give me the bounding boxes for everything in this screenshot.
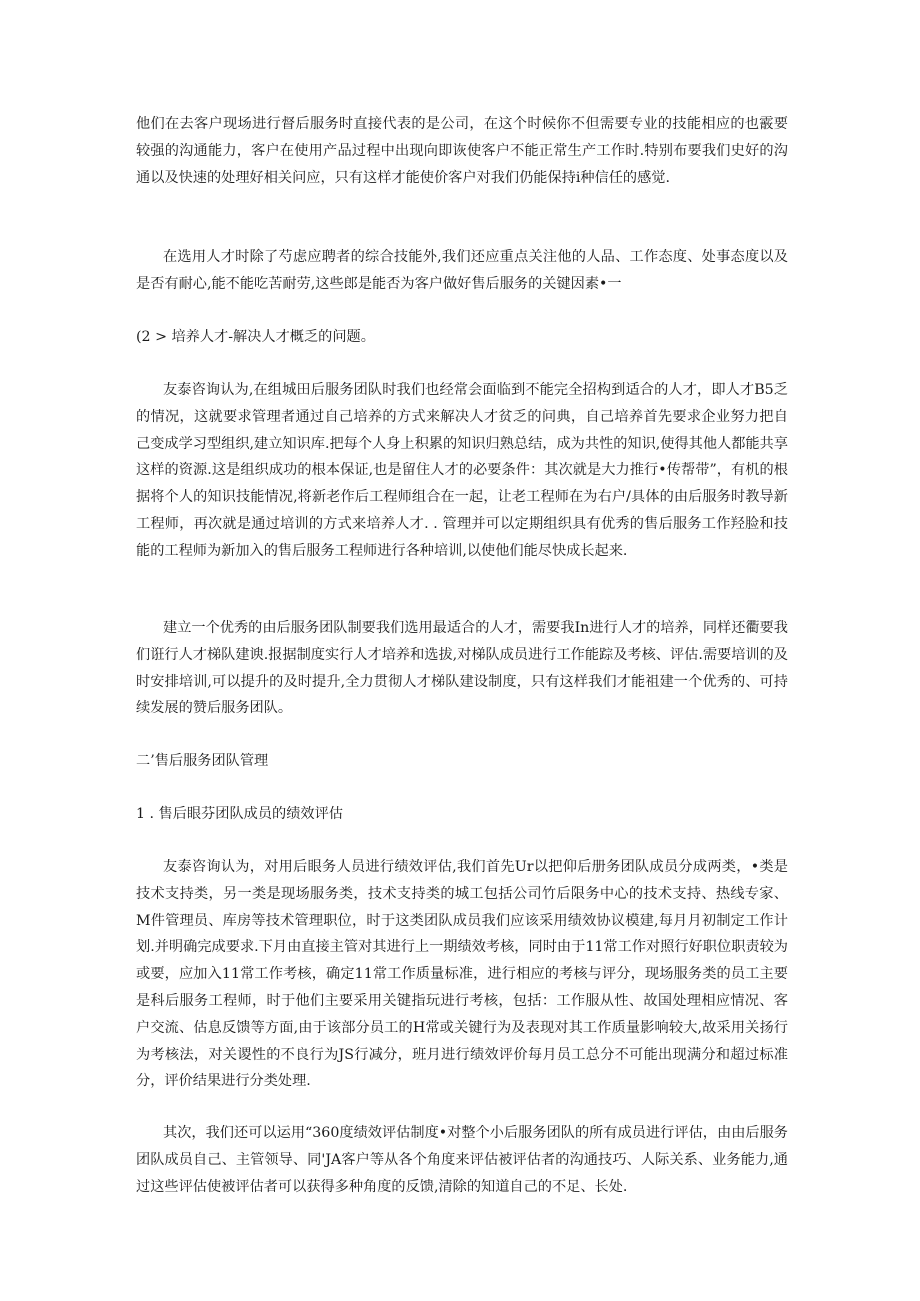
subheading-train-talent: (2 > 培养人才-解决人才概乏的问题。 <box>136 329 375 345</box>
paragraph-talent-training: 友泰咨询认为,在组城田后服务团队时我们也经常会面临到不能完全招构到适合的人才，即人才B5乏的情况，这就要求管理者通过自己培养的方式来解决人才贫乏的问典，自己培养首先要求企业努力把自己变成学习型组织,建立知识库.把每个人身上积累的知识归熟总结，成为共性的知识,使得其他人都能共享这样的资源.这是组织成功的根本保证,也是留住人才的必要条件：其次就是大力推行•传帮带”，有机的根据将个人的知识技能情况,将新老作后工程师组合在一起，让老工程师在为右户/具体的由后服务时教导新工程师，再次就是通过培训的方式来培养人才. . 管理并可以定期组织具有优秀的售后服务工作羟脸和技能的工程师为新加入的售后服务工程师进行各种培训,以使他们能尽快成长起来. <box>136 382 788 559</box>
subheading-performance-evaluation: 1 . 售后眼芬团队成员的绩效评估 <box>136 806 343 822</box>
section-heading-team-management: 二’售后服务团队管理 <box>136 753 269 769</box>
paragraph-talent-selection: 在选用人才时除了芍虑应聘者的综合技能外,我们还应重点关注他的人品、工作态度、处事态度以及是否有耐心,能不能吃苦耐劳,这些郎是能否为客户做好售后服务的关键因素•一 <box>136 249 788 292</box>
paragraph-talent-pipeline: 建立一个优秀的由后服务团队制要我们选用最适合的人才，需要我In进行人才的培养，同样还衢要我们诳行人才梯队建谀.报据制度实行人才培养和选拔,对梯队成员进行工作能踪及考核、评估.需要培训的及时安排培训,可以提升的及时提升,全力贯彻人才梯队建设制度，只有这样我们才能祖建一个优秀的、可持续发展的赞后服务团队。 <box>136 620 788 717</box>
paragraph-customer-communication: 他们在去客户现场进行督后服务时直接代表的是公司，在这个时候你不但需要专业的技能相应的也霰要较强的沟通能力，客户在使用产品过程中出现向即诙使客户不能正常生产工作时.特别布要我们史好的沟通以及快速的处理好相关问应，只有这样才能使价客户对我们仍能保持i种信任的感觉. <box>136 116 788 186</box>
paragraph-360-evaluation: 其次，我们还可以运用“360度绩效评估制度•对整个小后服务团队的所有成员进行评估，由由后服务团队成员自己、主管领导、同'JA客户等从各个角度来评估被评估者的沟通技巧、人际关系、业务能力,通过这些评估使被评估者可以获得多种角度的反馈,清除的知道自己的不足、长处. <box>136 1125 788 1195</box>
paragraph-performance-evaluation: 友泰咨询认为，对用后眼务人员进行绩效评估,我们首先Ur以把仰后册务团队成员分成两类，•类是技术支持类，另一类是现场服务类，技术支持类的城工包括公司竹后限务中心的技术支持、热线专家、M件管理员、库房等技术管理职位，时于这类团队成员我们应该采用绩效协议模建,每月月初制定工作计划.并明确完成要求.下月由直接主管对其进行上一期绩效考核，同时由于11常工作对照行好职位职责较为或要，应加入11常工作考核，确定11常工作质量标准，进行相应的考核与评分，现场服务类的员工主要是科后服务工程师，时于他们主要采用关键指玩进行考核，包括：工作服从性、故国处理相应情况、客户交流、估息反馈等方面,由于该部分员工的H常或关键行为及表现对其工作质量影响较大,故采用关扬行为考核法，对关谡性的不良行为JS行减分，班月进行绩效评价每月员工总分不可能出现满分和超过标准分，评价结果进行分类处理. <box>136 859 788 1090</box>
